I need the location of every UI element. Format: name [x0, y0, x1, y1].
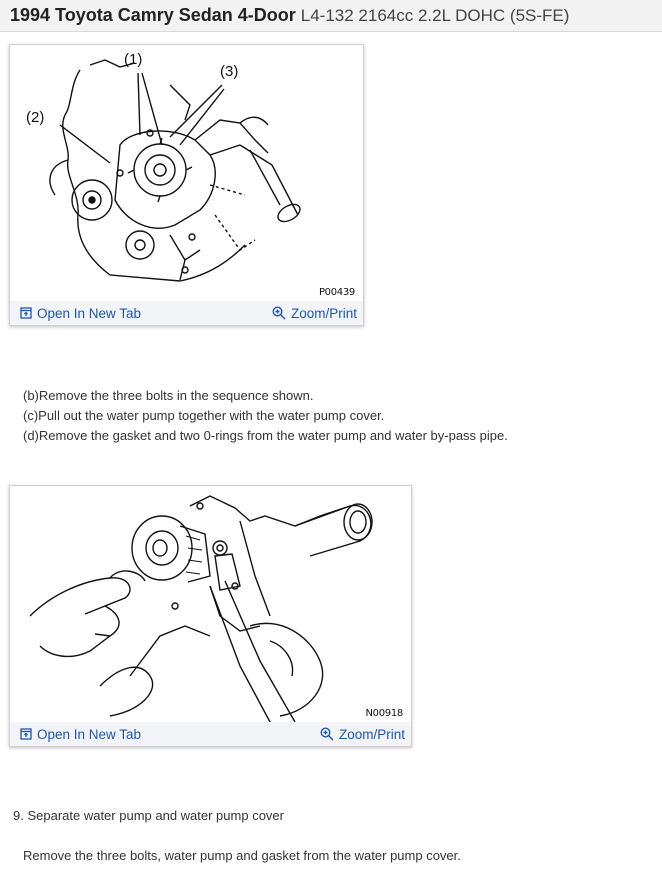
- open-new-tab-label: Open In New Tab: [37, 305, 142, 321]
- callout-label-1: (1): [124, 51, 143, 68]
- figure-toolbar: [10, 722, 411, 746]
- callout-label-2: (2): [26, 109, 45, 126]
- figure-water-pump-bolts: [9, 44, 364, 326]
- section-9-heading: 9. Separate water pump and water pump cover: [13, 808, 284, 823]
- page-header: [0, 0, 662, 32]
- water-pump-illustration[interactable]: [10, 45, 363, 301]
- callout-label-3: (3): [220, 63, 239, 80]
- zoom-print-link[interactable]: [272, 306, 357, 321]
- figure-code: N00918: [365, 708, 403, 719]
- figure-toolbar: [10, 301, 363, 325]
- step-c: (c)Pull out the water pump together with the water pump cover.: [23, 408, 385, 423]
- open-new-tab-link[interactable]: [20, 727, 141, 742]
- open-new-tab-icon: [20, 307, 32, 319]
- zoom-icon: [272, 306, 286, 320]
- open-new-tab-link[interactable]: [20, 306, 141, 321]
- zoom-print-label: Zoom/Print: [338, 726, 405, 742]
- open-new-tab-label: Open In New Tab: [37, 726, 142, 742]
- pull-out-pump-illustration[interactable]: [10, 486, 411, 722]
- figure-code: P00439: [318, 287, 355, 298]
- vehicle-title: 1994 Toyota Camry Sedan 4-Door: [10, 5, 296, 25]
- zoom-print-link[interactable]: [320, 727, 405, 742]
- zoom-icon: [320, 727, 334, 741]
- zoom-print-label: Zoom/Print: [290, 305, 357, 321]
- step-d: (d)Remove the gasket and two 0-rings from the water pump and water by-pass pipe.: [23, 428, 508, 443]
- step-b: (b)Remove the three bolts in the sequence shown.: [23, 388, 314, 403]
- open-new-tab-icon: [20, 728, 32, 740]
- engine-spec: L4-132 2164cc 2.2L DOHC (5S-FE): [300, 5, 570, 25]
- section-9-body: Remove the three bolts, water pump and gasket from the water pump cover.: [23, 848, 461, 863]
- figure-pull-out-pump: [9, 485, 412, 747]
